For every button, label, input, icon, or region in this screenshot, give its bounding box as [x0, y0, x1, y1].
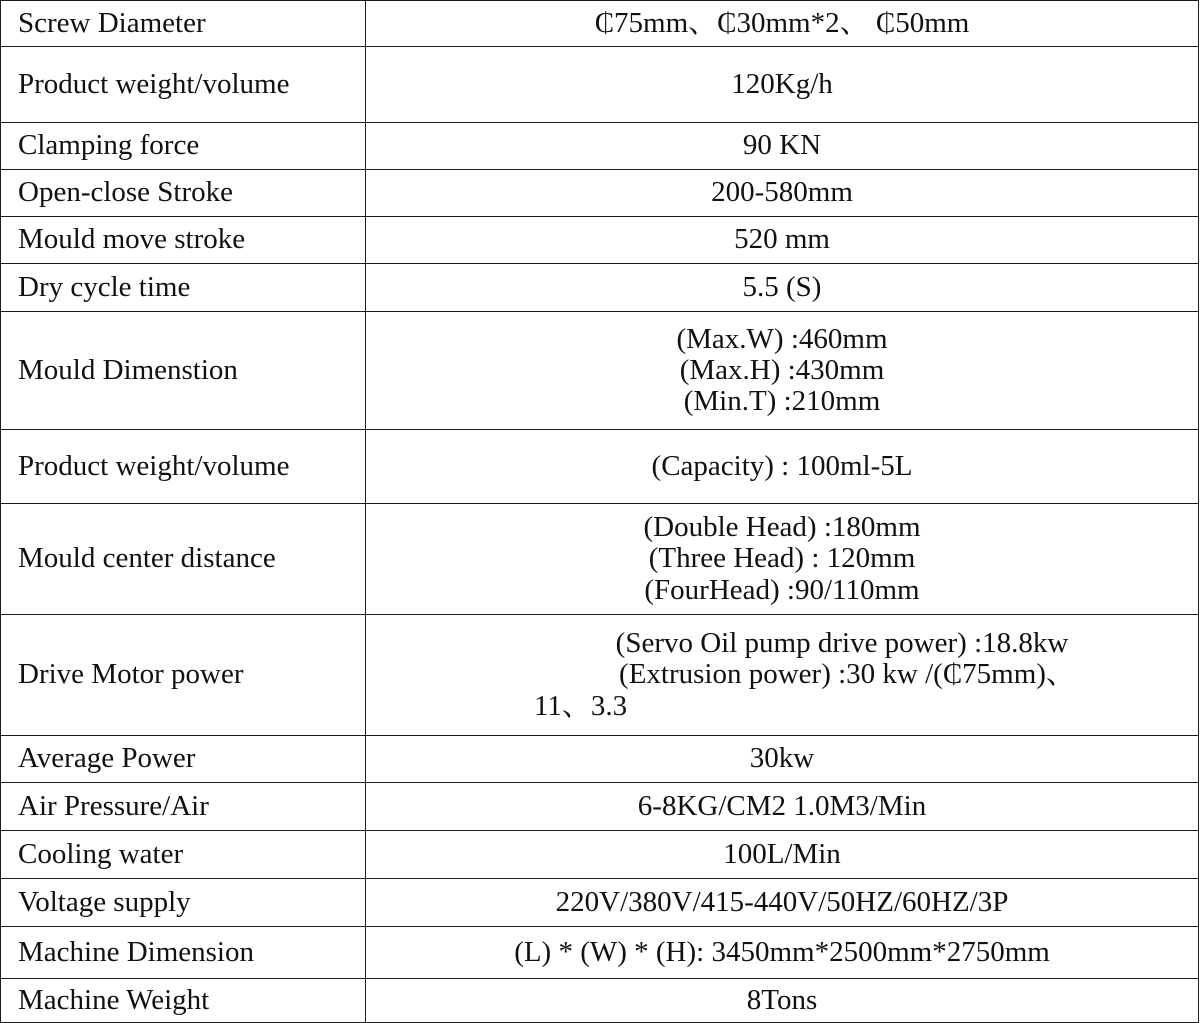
table-row	[1, 979, 1199, 1023]
spec-label: Product weight/volume	[1, 47, 366, 123]
table-row	[1, 927, 1199, 979]
table-row	[1, 831, 1199, 879]
spec-value	[366, 123, 1199, 170]
spec-value	[366, 831, 1199, 879]
spec-label: Dry cycle time	[1, 264, 366, 312]
spec-value-line: 8Tons	[746, 983, 818, 1016]
table-row	[1, 736, 1199, 783]
spec-value	[366, 47, 1199, 123]
table-row	[1, 123, 1199, 170]
spec-value-line: (Extrusion power) :30 kw /(₵75mm)、	[619, 658, 1075, 691]
table-row	[1, 312, 1199, 430]
spec-value	[366, 170, 1199, 217]
spec-label: Machine Dimension	[1, 927, 366, 979]
spec-label: Voltage supply	[1, 879, 366, 927]
spec-value-line: 11、3.3	[534, 689, 628, 722]
table-row	[1, 783, 1199, 831]
table-row	[1, 47, 1199, 123]
spec-value-line: 100L/Min	[723, 837, 841, 870]
table-row	[1, 1, 1199, 47]
spec-value-line: 220V/380V/415-440V/50HZ/60HZ/3P	[555, 885, 1009, 918]
spec-value	[366, 1, 1199, 47]
spec-value	[366, 430, 1199, 504]
table-row	[1, 615, 1199, 736]
spec-label: Mould Dimenstion	[1, 312, 366, 430]
spec-value	[366, 927, 1199, 979]
spec-value	[366, 979, 1199, 1023]
spec-label: Mould center distance	[1, 504, 366, 615]
spec-value-line: 5.5 (S)	[742, 270, 822, 303]
table-row	[1, 430, 1199, 504]
spec-value	[366, 312, 1199, 430]
spec-value	[366, 736, 1199, 783]
spec-value	[366, 615, 1199, 736]
spec-value-line: 520 mm	[734, 223, 830, 256]
table-row	[1, 170, 1199, 217]
spec-value-line: (Servo Oil pump drive power) :18.8kw	[615, 627, 1069, 660]
spec-label: Product weight/volume	[1, 430, 366, 504]
spec-label: Average Power	[1, 736, 366, 783]
spec-label: Cooling water	[1, 831, 366, 879]
spec-value-line: (Max.W) :460mm	[676, 322, 888, 355]
spec-value-line: (L) * (W) * (H): 3450mm*2500mm*2750mm	[514, 935, 1050, 968]
spec-value-line: (Capacity) : 100ml-5L	[651, 449, 913, 482]
spec-value	[366, 783, 1199, 831]
spec-value-line: 6-8KG/CM2 1.0M3/Min	[637, 789, 927, 822]
spec-value-line: (FourHead) :90/110mm	[644, 573, 920, 606]
spec-value-line: (Double Head) :180mm	[643, 511, 921, 544]
spec-value	[366, 217, 1199, 264]
table-row	[1, 264, 1199, 312]
spec-value	[366, 264, 1199, 312]
table-row	[1, 217, 1199, 264]
spec-value-line: 90 KN	[742, 129, 822, 162]
spec-value	[366, 504, 1199, 615]
spec-label: Air Pressure/Air	[1, 783, 366, 831]
spec-label: Mould move stroke	[1, 217, 366, 264]
spec-value-line: (Three Head) : 120mm	[648, 542, 916, 575]
table-row	[1, 504, 1199, 615]
spec-value-line: (Max.H) :430mm	[679, 353, 885, 386]
spec-value-line: 120Kg/h	[731, 67, 833, 100]
spec-value-line: 200-580mm	[711, 176, 853, 209]
spec-label: Drive Motor power	[1, 615, 366, 736]
spec-value-line: 30kw	[749, 742, 815, 775]
spec-value-line: ₵75mm、₵30mm*2、 ₵50mm	[594, 6, 970, 39]
spec-value-line: (Min.T) :210mm	[683, 385, 881, 418]
spec-label: Open-close Stroke	[1, 170, 366, 217]
spec-value	[366, 879, 1199, 927]
spec-label: Machine Weight	[1, 979, 366, 1023]
table-row	[1, 879, 1199, 927]
spec-label: Clamping force	[1, 123, 366, 170]
spec-label: Screw Diameter	[1, 1, 366, 47]
